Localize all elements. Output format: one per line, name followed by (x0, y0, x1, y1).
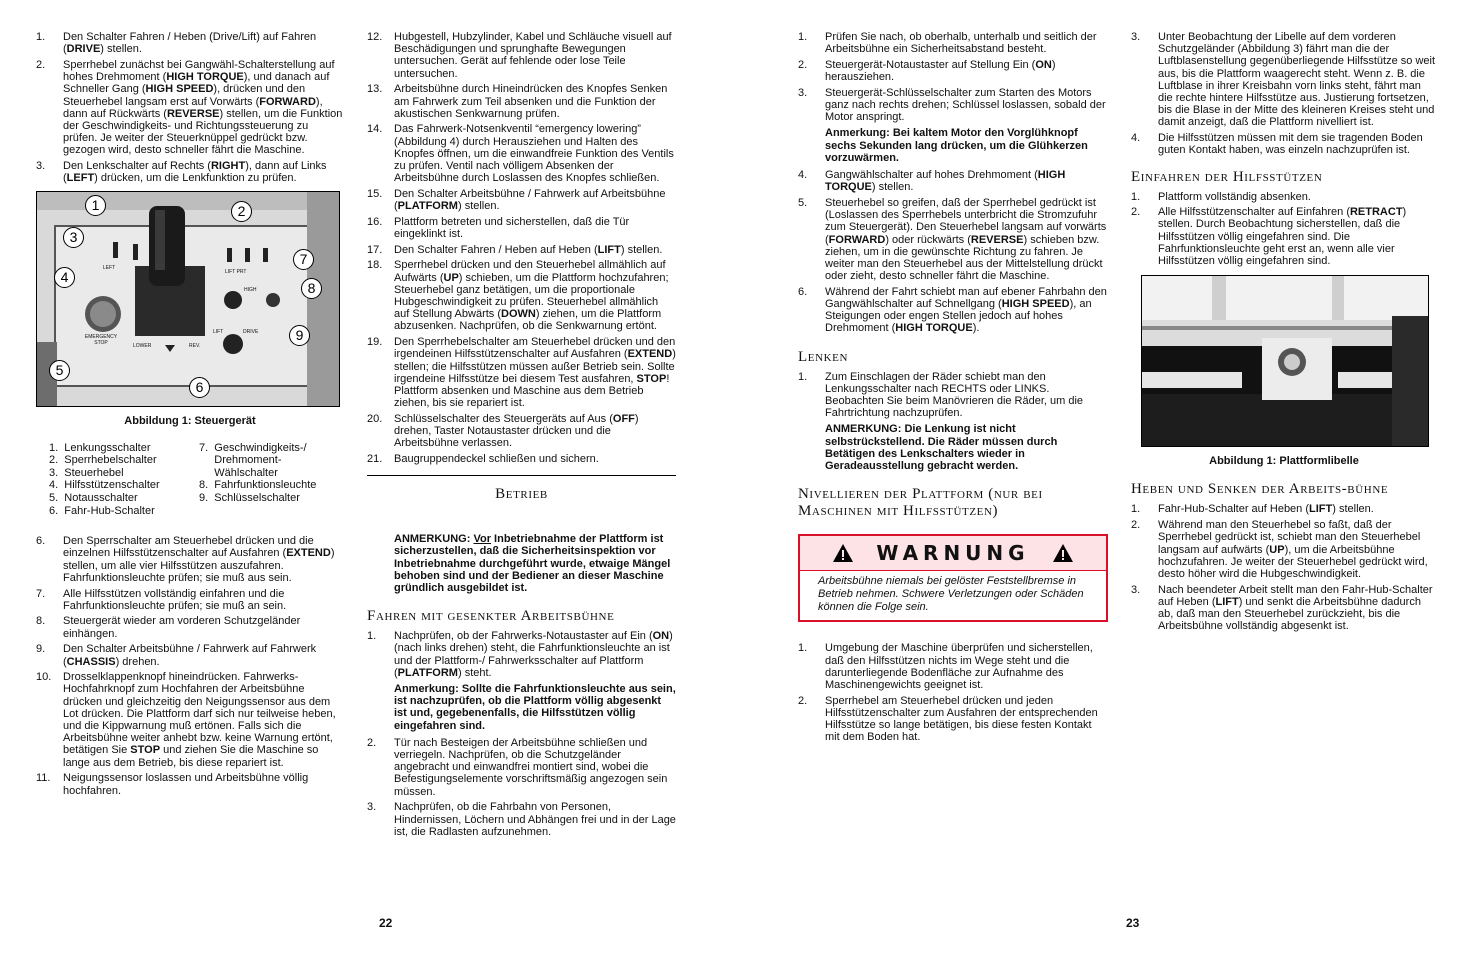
section-heading-lenken: Lenken (798, 348, 849, 365)
step-number: 6. (36, 535, 46, 548)
step-item (367, 123, 676, 184)
step-number: 1. (798, 370, 808, 383)
panel-label: HIGH (244, 287, 257, 294)
legend-item: 2. Sperrhebelschalter (49, 454, 157, 467)
callout-3: 3 (63, 227, 84, 248)
step-item (798, 197, 1108, 282)
step-item (798, 286, 1108, 335)
step-number: 10. (36, 671, 52, 684)
step-text: Den Schalter Arbeitsbühne / Fahrwerk auf Arbeitsbühne (PLATFORM) stellen. (394, 187, 666, 213)
figure-caption: Abbildung 1: Steuergerät (124, 415, 256, 428)
step-number: 1. (36, 31, 46, 43)
section-heading-nivellieren: Nivellieren der Plattform (nur bei Maschinen mit Hilfsstützen) (798, 486, 1043, 520)
callout-5: 5 (49, 360, 70, 381)
step-item (798, 87, 1108, 124)
step-number: 7. (36, 587, 46, 600)
step-item (36, 59, 344, 157)
step-item (36, 535, 344, 584)
step-text: Steuergerät-Notaustaster auf Stellung Ein (ON) herausziehen. (825, 58, 1056, 84)
step-text: Während der Fahrt schiebt man auf ebener Fahrbahn den Gangwählschalter auf Schnellgang (HIGH SPEED), an Steigungen oder engen Stellen jedoch auf hohes Drehmoment (HIGH TORQUE). (825, 285, 1107, 335)
step-item (367, 83, 676, 120)
steps-list (798, 169, 1108, 335)
steps-list (798, 371, 1108, 420)
callout-2: 2 (231, 201, 252, 222)
step-number: 3. (798, 86, 808, 99)
step-item (367, 630, 676, 732)
step-number: 5. (798, 196, 808, 209)
step-number: 21. (367, 453, 383, 465)
step-number: 8. (36, 615, 46, 628)
panel-label: REV. (189, 343, 201, 350)
step-text: Plattform vollständig absenken. (1158, 190, 1311, 203)
callout-7: 7 (293, 249, 314, 270)
legend-item: 8. Fahrfunktionsleuchte (199, 479, 317, 492)
legend-item: 6. Fahr-Hub-Schalter (49, 504, 155, 517)
legend-item: Wählschalter (199, 466, 278, 479)
step-item (367, 188, 676, 212)
step-text: Baugruppendeckel schließen und sichern. (394, 453, 599, 465)
legend-item: 4. Hilfsstützenschalter (49, 479, 160, 492)
legend-item: 7. Geschwindigkeits-/ (199, 441, 307, 454)
legend-item: Drehmoment- (199, 454, 282, 467)
callout-1: 1 (85, 195, 106, 216)
step-item (1131, 503, 1438, 515)
step-item (798, 695, 1108, 744)
steps-list (36, 31, 344, 184)
step-item (1131, 31, 1438, 129)
warning-box (798, 534, 1108, 622)
figure-caption: Abbildung 1: Plattformlibelle (1209, 455, 1359, 468)
step-number: 1. (367, 630, 377, 643)
note-prefix: ANMERKUNG: (394, 533, 474, 546)
callout-4: 4 (54, 267, 75, 288)
step-text: Den Sperrhebelschalter am Steuerhebel drücken und den irgendeinen Hilfsstützenschalter auf Ausfahren (EXTEND) stellen; die Hilfsstützen müssen außer Betrieb sein. Sollte irgendeine Hilfsstütze bei diesem Test ausfahren, STOP! Plattform absenken und Maschine aus dem Betrieb ziehen, bis sie repariert ist. (394, 336, 676, 410)
panel-label: LEFT (103, 265, 116, 272)
control-panel-photo (37, 192, 339, 406)
page-number: 22 (379, 916, 393, 930)
step-item (367, 31, 676, 80)
warning-triangle-icon (1052, 543, 1074, 563)
step-number: 3. (1131, 583, 1141, 596)
step-number: 3. (1131, 31, 1141, 43)
legend-item: 9. Schlüsselschalter (199, 492, 300, 505)
legend-item: 5. Notausschalter (49, 492, 138, 505)
step-item (798, 642, 1108, 691)
step-item (36, 671, 344, 769)
step-number: 11. (36, 772, 51, 785)
step-text: Sperrhebel am Steuerhebel drücken und jeden Hilfsstützenschalter zum Ausfahren der entsprechenden Hilfsstütze so lange betätigen, bis diese festen Kontakt mit dem Boden hat. (825, 694, 1098, 744)
step-text: Das Fahrwerk-Notsenkventil “emergency lowering” (Abbildung 4) durch Herausziehen und Halten des Knopfes öffnen, um die einwandfreie Funktion des Ventils zu prüfen. Ventil nach völligem Absenken der Arbeitsbühne durch Loslassen des Knopfes schließen. (394, 123, 674, 185)
step-text: Steuerhebel so greifen, daß der Sperrhebel gedrückt ist (Loslassen des Sperrhebels unterbricht die Stromzufuhr zum Steuergerät). Den Steuerhebel langsam auf vorwärts (FORWARD) oder rückwärts (REVERSE) schieben bzw. ziehen, um in die gewünschte Richtung zu fahren. Je weiter man den Steuerhebel aus der Mittelstellung drückt oder zieht, desto schneller fährt die Maschine. (825, 196, 1107, 283)
step-text: Sperrhebel drücken und den Steuerhebel allmählich auf Aufwärts (UP) schieben, um die Plattform hochzufahren; Steuerhebel ganz betätigen, um die proportionale Hubgeschwindigkeit zu prüfen. Steuerhebel allmählich auf Stellung Abwärts (DOWN) ziehen, um die Plattform abzusenken. Nachprüfen, ob die Senkwarnung ertönt. (394, 259, 669, 333)
step-item (367, 336, 676, 409)
step-item (1131, 191, 1438, 203)
step-number: 1. (798, 31, 808, 43)
steps-list (367, 31, 676, 465)
steps-list (1131, 503, 1438, 632)
step-text: Unter Beobachtung der Libelle auf dem vorderen Schutzgeländer (Abbildung 3) fährt man die der Luftblasenstellung gegenüberliegende Hilfsstütze so weit aus, bis die Plattform waagerecht steht. Wenn z. B. die Luftblase in ihrer Kreisbahn vorn links steht, fährt man die rechte hintere Hilfsstütze aus. Justierung fortsetzen, bis die Blase in der Mitte des kleineren Kreises steht und damit anzeigt, daß die Plattform nivelliert ist. (1158, 31, 1436, 129)
step-number: 3. (36, 160, 46, 173)
step-number: 2. (367, 736, 377, 749)
right-page-column-1 (798, 31, 1108, 747)
step-number: 4. (798, 169, 808, 182)
step-number: 3. (367, 801, 377, 814)
step-item (1131, 519, 1438, 580)
step-number: 15. (367, 187, 383, 200)
step-text: Steuergerät wieder am vorderen Schutzgeländer einhängen. (63, 615, 301, 640)
steps-list (798, 642, 1108, 743)
step-number: 20. (367, 412, 383, 425)
step-item (36, 31, 344, 55)
step-number: 18. (367, 259, 383, 272)
step-text: Fahr-Hub-Schalter auf Heben (LIFT) stellen. (1158, 503, 1374, 516)
note-rest: Inbetriebnahme der Plattform ist sicherzustellen, daß die Sicherheitsinspektion vor Inbetriebnahme durchgeführt wurde, etwaige Mängel behoben sind und der Bediener an dieser Maschine gründlich ausgebildet ist. (394, 533, 671, 595)
step-number: 16. (367, 215, 383, 228)
step-text: Zum Einschlagen der Räder schiebt man den Lenkungsschalter nach RECHTS oder LINKS. Beobachten Sie beim Manövrieren die Räder, um die Fahrtrichtung nachzuprüfen. (825, 370, 1084, 420)
step-text: Den Schalter Fahren / Heben auf Heben (LIFT) stellen. (394, 243, 663, 256)
step-text: Alle Hilfsstützen vollständig einfahren und die Fahrfunktionsleuchte prüfen; sie muß an sein. (63, 587, 287, 612)
legend-item: 3. Steuerhebel (49, 466, 124, 479)
step-item (798, 169, 1108, 193)
panel-label: EMERGENCY STOP (84, 334, 118, 347)
step-item (798, 31, 1108, 55)
step-text: Hubgestell, Hubzylinder, Kabel und Schläuche visuell auf Beschädigungen und sprunghafte Bewegungen untersuchen. Gerät auf fehlende oder lose Teile untersuchen. (394, 31, 672, 80)
step-item (367, 259, 676, 332)
step-text: Plattform betreten und sicherstellen, daß die Tür eingeklinkt ist. (394, 215, 630, 241)
betrieb-note (367, 533, 676, 594)
figure-legend (49, 442, 344, 518)
panel-label: DRIVE (243, 329, 259, 336)
callout-8: 8 (301, 278, 322, 299)
steps-list (367, 630, 676, 838)
step-text: Die Hilfsstützen müssen mit dem sie tragenden Boden guten Kontakt haben, was einzeln nachzuprüfen ist. (1158, 132, 1423, 157)
step-number: 13. (367, 83, 383, 96)
legend-item: 1. Lenkungsschalter (49, 441, 151, 454)
step-number: 9. (36, 643, 46, 656)
panel-label: LIFT (213, 329, 224, 336)
step-item (36, 643, 344, 667)
page-number: 23 (1126, 916, 1140, 930)
step-text: Den Schalter Arbeitsbühne / Fahrwerk auf Fahrwerk (CHASSIS) drehen. (63, 643, 317, 668)
step-text: Gangwählschalter auf hohes Drehmoment (HIGH TORQUE) stellen. (825, 169, 1066, 194)
warning-header (800, 536, 1106, 571)
steps-list (36, 535, 344, 797)
step-number: 1. (798, 642, 808, 655)
section-heading-einfahren: Einfahren der Hilfsstützen (1131, 168, 1323, 185)
steps-list (1131, 191, 1438, 268)
cold-engine-note: Anmerkung: Bei kaltem Motor den Vorglühknopf sechs Sekunden lang drücken, um die Glühkerzen vorzuwärmen. (825, 127, 1088, 164)
step-item (367, 453, 676, 465)
lenken-note: ANMERKUNG: Die Lenkung ist nicht selbstrückstellend. Die Räder müssen durch Betätigen des Lenkschalters wieder in Geradeausstellung gebracht werden. (825, 423, 1058, 473)
section-heading-heben: Heben und Senken der Arbeits-bühne (1131, 481, 1389, 498)
step-number: 2. (798, 58, 808, 71)
step-number: 4. (1131, 132, 1141, 145)
step-text: Steuergerät-Schlüsselschalter zum Starten des Motors ganz nach rechts drehen; Schlüssel loslassen, sobald der Motor anspringt. (825, 86, 1106, 124)
step-number: 19. (367, 336, 383, 349)
step-text: Umgebung der Maschine überprüfen und sicherstellen, daß den Hilfsstützen nichts im Wege steht und die darunterliegende Bodenfläche zur Aufnahme des Maschinengewichts geeignet ist. (825, 642, 1093, 691)
steps-list (1131, 31, 1438, 157)
section-heading-fahren: Fahren mit gesenkter Arbeitsbühne (367, 608, 615, 625)
left-page-column-2 (367, 31, 676, 841)
step-item (36, 588, 344, 612)
step-item (798, 371, 1108, 420)
panel-label: LIFT PRT (225, 269, 247, 276)
step-text: Den Lenkschalter auf Rechts (RIGHT), dann auf Links (LEFT) drücken, um die Lenkfunktion zu prüfen. (63, 160, 327, 185)
step-text: Sperrhebel zunächst bei Gangwähl-Schalterstellung auf hohes Drehmoment (HIGH TORQUE), und danach auf Schneller Gang (HIGH SPEED), drücken und den Steuerhebel langsam erst auf Vorwärts (FORWARD), dann auf Rückwärts (REVERSE) stellen, um die Funktion der Geschwindigkeits- und Richtungssteuerung zu prüfen. Je weiter der Steuerknüppel gedrückt bzw. gezogen wird, desto schneller fährt die Maschine. (63, 58, 343, 157)
step-note: Anmerkung: Sollte die Fahrfunktionsleuchte aus sein, ist nachzuprüfen, ob die Plattform völlig abgesenkt ist und, gegebenenfalls, die Hilfsstützen völlig eingefahren sind. (394, 683, 676, 732)
step-number: 6. (798, 285, 808, 298)
step-item (367, 737, 676, 798)
step-number: 2. (1131, 206, 1141, 219)
step-number: 1. (1131, 190, 1141, 203)
step-item (1131, 206, 1438, 267)
step-item (367, 413, 676, 450)
step-item (36, 772, 344, 796)
step-text: Alle Hilfsstützenschalter auf Einfahren (RETRACT) stellen. Durch Beobachtung sicherstellen, daß die Hilfsstützen völlig eingefahren sind. Die Fahrfunktionsleuchte geht erst an, wenn alle vier Hilfsstützen völlig eingefahren sind. (1158, 206, 1407, 268)
section-heading-betrieb: Betrieb (367, 475, 676, 503)
step-text: Prüfen Sie nach, ob oberhalb, unterhalb und seitlich der Arbeitsbühne ein Sicherheitsabstand besteht. (825, 31, 1097, 56)
step-text: Den Sperrschalter am Steuerhebel drücken und die einzelnen Hilfsstützenschalter auf Ausfahren (EXTEND) stellen, um alle vier Hilfsstützen auszufahren. Fahrfunktionsleuchte prüfen; sie muß aus sein. (63, 535, 335, 584)
step-text: Neigungssensor loslassen und Arbeitsbühne völlig hochfahren. (63, 772, 309, 797)
step-number: 12. (367, 31, 383, 43)
step-text: Schlüsselschalter des Steuergeräts auf Aus (OFF) drehen, Taster Notaustaster drücken und die Arbeitsbühne verlassen. (394, 412, 639, 450)
step-item (1131, 584, 1438, 633)
step-text: Tür nach Besteigen der Arbeitsbühne schließen und verriegeln. Nachprüfen, ob die Schutzgeländer angebracht und einwandfrei montiert sind, wobei die Befestigungselemente vorschriftsmäßig angezogen sein müssen. (394, 736, 668, 798)
step-number: 1. (1131, 503, 1141, 516)
step-text: Nach beendeter Arbeit stellt man den Fahr-Hub-Schalter auf Heben (LIFT) und senkt die Arbeitsbühne dadurch ab, daß man den Steuerhebel zurückzieht, bis die Arbeitsbühne vollständig abgesenkt ist. (1158, 583, 1433, 633)
step-item (1131, 132, 1438, 156)
step-item (367, 216, 676, 240)
step-item (367, 801, 676, 838)
step-text: Nachprüfen, ob die Fahrbahn von Personen, Hindernissen, Löchern und Abhängen frei und in der Lage ist, die Radlasten aufzunehmen. (394, 801, 676, 838)
warning-text: Arbeitsbühne niemals bei gelöster Feststellbremse in Betrieb nehmen. Schwere Verletzungen oder Schäden können die Folge sein. (818, 575, 1084, 614)
step-text: Arbeitsbühne durch Hineindrücken des Knopfes Senken am Fahrwerk zum Teil absenken und die Funktion der akustischen Senkwarnung prüfen. (394, 83, 668, 120)
step-number: 2. (798, 694, 808, 707)
left-page-column-1 (36, 31, 344, 800)
legend-item (199, 505, 349, 518)
step-item (367, 244, 676, 256)
step-item (798, 59, 1108, 83)
warning-triangle-icon (832, 543, 854, 563)
step-text: Drosselklappenknopf hineindrücken. Fahrwerks-Hochfahrknopf zum Hochfahren der Arbeitsbühne drücken und gleichzeitig den Neigungssensor aus dem Lot drücken. Die Plattform darf sich nur teilweise heben, und die Kippwarnung muß ertönen. Falls sich die Arbeitsbühne weiter anhebt bzw. keine Warnung ertönt, betätigen Sie STOP und ziehen Sie die Maschine so lange aus dem Betrieb, bis diese repariert ist. (63, 671, 336, 769)
step-number: 14. (367, 123, 383, 136)
note-underlined: Vor (473, 533, 491, 546)
step-item (36, 160, 344, 184)
steps-list (798, 31, 1108, 123)
step-text: Den Schalter Fahren / Heben (Drive/Lift) auf Fahren (DRIVE) stellen. (63, 31, 317, 56)
step-text: Während man den Steuerhebel so faßt, daß der Sperrhebel gedrückt ist, schiebt man den Steuerhebel langsam auf aufwärts (UP), um die Arbeitsbühne hochzufahren. Je weiter der Steuerhebel gedrückt wird, desto höher wird die Hubgeschwindigkeit. (1158, 519, 1428, 580)
callout-6: 6 (189, 377, 210, 398)
figure-platform-level (1141, 275, 1429, 447)
figure-control-panel (36, 191, 340, 407)
panel-label: LOWER (133, 343, 152, 350)
platform-level-photo (1142, 276, 1428, 446)
right-page-column-2 (1131, 31, 1438, 636)
step-number: 17. (367, 243, 383, 256)
step-text: Nachprüfen, ob der Fahrwerks-Notaustaster auf Ein (ON) (nach links drehen) steht, die Fahrfunktionsleuchte an ist und der Plattform-/ Fahrwerksschalter auf Plattform (PLATFORM) steht. (394, 630, 673, 679)
step-number: 2. (1131, 519, 1141, 532)
callout-9: 9 (289, 325, 310, 346)
warning-title: WARNUNG (876, 541, 1030, 566)
step-item (36, 615, 344, 639)
step-number: 2. (36, 58, 46, 71)
